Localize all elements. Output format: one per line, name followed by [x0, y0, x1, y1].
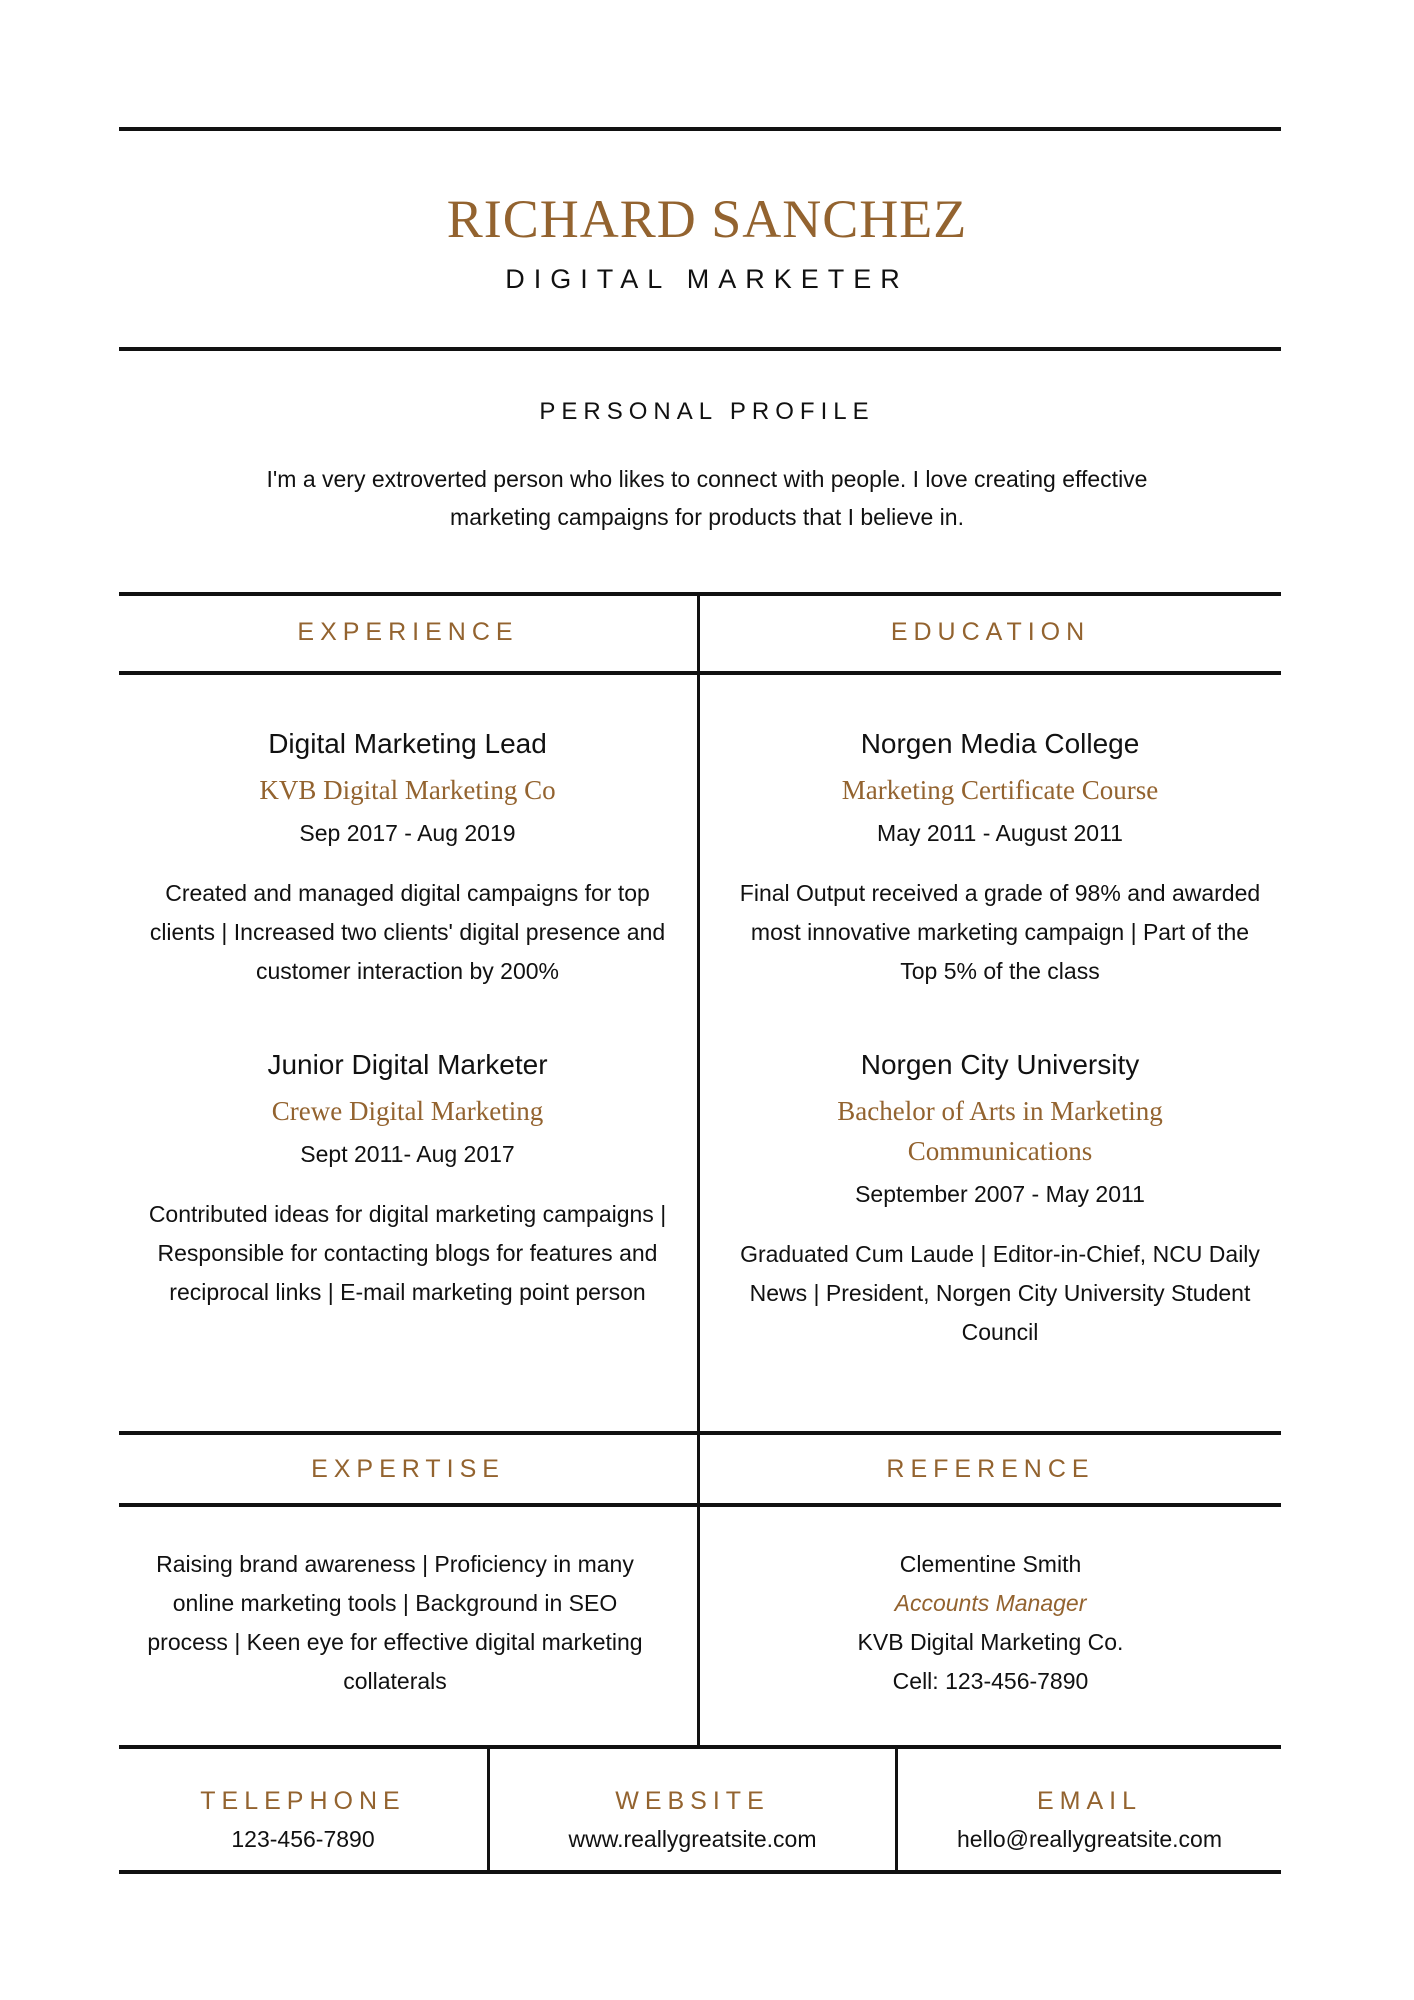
school-dates: May 2011 - August 2011 — [877, 820, 1123, 846]
sections-top-rule — [119, 592, 1281, 596]
company: KVB Digital Marketing Co — [259, 775, 556, 805]
experience-list — [140, 724, 675, 1366]
reference-cell: Cell: 123-456-7890 — [892, 1668, 1089, 1694]
job-title: Digital Marketing Lead — [268, 728, 547, 759]
contact-telephone — [119, 1787, 487, 1853]
contact-website — [490, 1787, 895, 1853]
expertise-text: Raising brand awareness | Proficiency in many online marketing tools | Background in SEO process | Keen eye for effective digital marketing collaterals — [147, 1551, 643, 1694]
top-rule — [119, 127, 1281, 131]
contact-top-rule — [119, 1745, 1281, 1749]
job-dates: Sept 2011- Aug 2017 — [300, 1141, 515, 1167]
course: Marketing Certificate Course — [841, 775, 1159, 805]
expertise-heading: EXPERTISE — [311, 1455, 505, 1483]
education-item — [735, 1045, 1265, 1352]
reference-name: Clementine Smith — [899, 1551, 1082, 1577]
reference-heading: REFERENCE — [886, 1455, 1095, 1483]
reference-block — [700, 1545, 1281, 1701]
website-link[interactable]: www.reallygreatsite.com — [568, 1826, 817, 1852]
contact-bottom-rule — [119, 1870, 1281, 1874]
contact-email — [898, 1787, 1281, 1853]
job-description: Created and managed digital campaigns for top clients | Increased two clients' digital presence and customer interaction by 200% — [149, 880, 666, 984]
reference-company: KVB Digital Marketing Co. — [857, 1629, 1124, 1655]
candidate-name: RICHARD SANCHEZ — [446, 189, 968, 249]
email-label: EMAIL — [1036, 1787, 1143, 1815]
telephone-value[interactable]: 123-456-7890 — [231, 1826, 375, 1852]
telephone-label: TELEPHONE — [200, 1787, 406, 1815]
school-name: Norgen City University — [860, 1049, 1140, 1080]
header-bottom-rule — [119, 347, 1281, 351]
job-description: Contributed ideas for digital marketing campaigns | Responsible for contacting blogs for features and reciprocal links | E-mail marketing point person — [148, 1201, 667, 1305]
education-list — [735, 724, 1265, 1406]
experience-item — [140, 1045, 675, 1312]
profile-text: I'm a very extroverted person who likes to connect with people. I love creating effective marketing campaigns for products that I believe in. — [266, 466, 1148, 530]
education-heading: EDUCATION — [890, 618, 1091, 646]
experience-heading: EXPERIENCE — [297, 618, 519, 646]
profile-heading: PERSONAL PROFILE — [539, 398, 875, 425]
lower-header-rule — [119, 1503, 1281, 1507]
company: Crewe Digital Marketing — [271, 1096, 544, 1126]
job-dates: Sep 2017 - Aug 2019 — [299, 820, 516, 846]
school-dates: September 2007 - May 2011 — [855, 1181, 1145, 1207]
job-title: Junior Digital Marketer — [267, 1049, 548, 1080]
school-description: Final Output received a grade of 98% and awarded most innovative marketing campaign | Part of the Top 5% of the class — [739, 880, 1261, 984]
sections-header-rule — [119, 671, 1281, 675]
school-description: Graduated Cum Laude | Editor-in-Chief, NCU Daily News | President, Norgen City University Student Council — [740, 1241, 1260, 1345]
lower-top-rule — [119, 1431, 1281, 1435]
school-name: Norgen Media College — [860, 728, 1140, 759]
course: Bachelor of Arts in Marketing Communications — [837, 1096, 1163, 1166]
experience-item — [140, 724, 675, 991]
reference-position: Accounts Manager — [894, 1590, 1087, 1616]
candidate-role: DIGITAL MARKETER — [505, 264, 909, 294]
website-label: WEBSITE — [615, 1787, 770, 1815]
email-link[interactable]: hello@reallygreatsite.com — [957, 1826, 1222, 1852]
education-item — [735, 724, 1265, 991]
